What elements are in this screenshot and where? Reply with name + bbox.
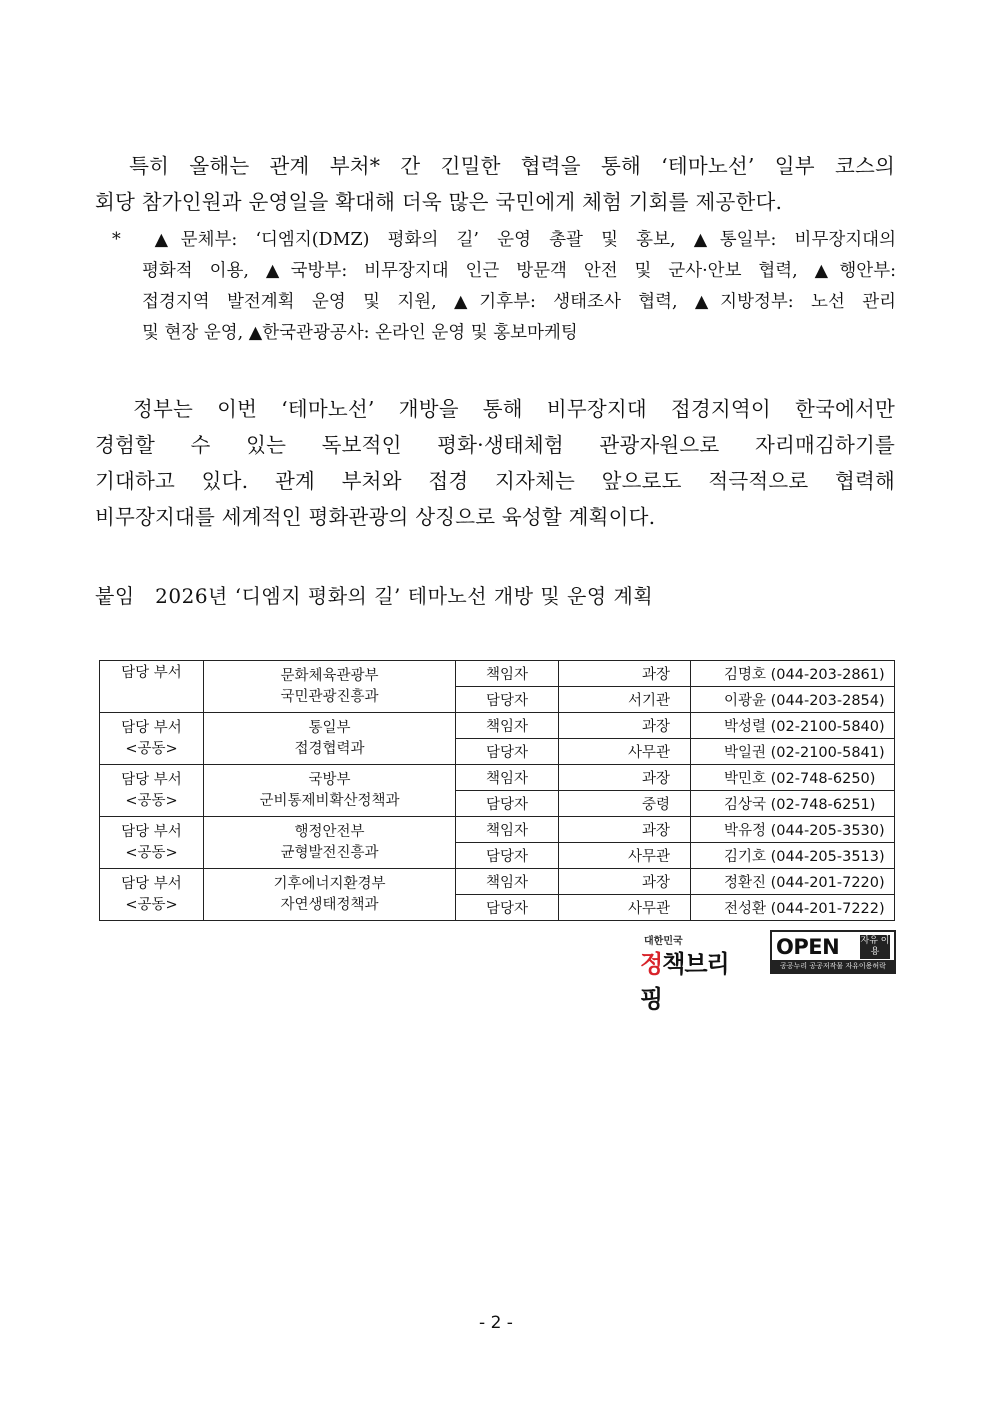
footnote-line: 및 현장 운영, ▲한국관광공사: 온라인 운영 및 홍보마케팅	[142, 323, 578, 343]
person-cell: 박일권 (02-2100-5841)	[691, 739, 895, 765]
person-cell: 전성환 (044-201-7222)	[691, 895, 895, 921]
role-cell: 책임자	[456, 869, 559, 895]
title-cell: 서기관	[559, 687, 691, 713]
title-cell: 과장	[559, 765, 691, 791]
person-cell: 박민호 (02-748-6250)	[691, 765, 895, 791]
attachment-title: 붙임 2026년 ‘디엠지 평화의 길’ 테마노선 개방 및 운영 계획	[95, 584, 654, 608]
role-cell: 담당자	[456, 895, 559, 921]
role-cell: 책임자	[456, 765, 559, 791]
role-cell: 담당자	[456, 843, 559, 869]
free-use-text: 자유 이용	[860, 936, 890, 957]
title-cell: 중령	[559, 791, 691, 817]
person-cell: 정환진 (044-201-7220)	[691, 869, 895, 895]
footnote	[112, 225, 896, 349]
title-cell: 사무관	[559, 739, 691, 765]
role-cell: 담당자	[456, 687, 559, 713]
paragraph-line: 비무장지대를 세계적인 평화관광의 상징으로 육성할 계획이다.	[95, 505, 656, 529]
paragraph-line: 경험할 수 있는 독보적인 평화·생태체험 관광자원으로 자리매김하기를	[95, 433, 895, 457]
dept-cell: 담당 부서 <공동>	[100, 713, 204, 765]
contacts-table	[99, 660, 895, 921]
org-cell: 국방부 군비통제비확산정책과	[204, 765, 456, 817]
org-cell: 문화체육관광부 국민관광진흥과	[204, 661, 456, 713]
table-row	[100, 869, 895, 895]
paragraph-2	[95, 391, 895, 535]
title-cell: 과장	[559, 817, 691, 843]
page-number: - 2 -	[479, 1313, 513, 1333]
role-cell: 책임자	[456, 661, 559, 687]
role-cell: 담당자	[456, 791, 559, 817]
dept-cell: 담당 부서	[100, 661, 204, 713]
dept-cell: 담당 부서 <공동>	[100, 817, 204, 869]
role-cell: 책임자	[456, 713, 559, 739]
briefing-small-text: 대한민국	[644, 936, 683, 947]
kogl-open-badge	[770, 930, 896, 974]
paragraph-line: 정부는 이번 ‘테마노선’ 개방을 통해 비무장지대 접경지역이 한국에서만	[95, 397, 895, 421]
person-cell: 김명호 (044-203-2861)	[691, 661, 895, 687]
person-cell: 박성렬 (02-2100-5840)	[691, 713, 895, 739]
dept-cell: 담당 부서 <공동>	[100, 869, 204, 921]
kogl-bottom-text: 공공누리 공공저작물 자유이용허락	[772, 960, 894, 972]
paragraph-line: 기대하고 있다. 관계 부처와 접경 지자체는 앞으로도 적극적으로 협력해	[95, 469, 895, 493]
table-row	[100, 661, 895, 687]
paragraph-line: 특히 올해는 관계 부처* 간 긴밀한 협력을 통해 ‘테마노선’ 일부 코스의	[95, 154, 895, 178]
paragraph-line: 회당 참가인원과 운영일을 확대해 더욱 많은 국민에게 체험 기회를 제공한다.	[95, 190, 783, 214]
dept-cell: 담당 부서 <공동>	[100, 765, 204, 817]
table-row	[100, 713, 895, 739]
org-cell: 행정안전부 균형발전진흥과	[204, 817, 456, 869]
org-cell: 기후에너지환경부 자연생태정책과	[204, 869, 456, 921]
table-row	[100, 765, 895, 791]
table-row	[100, 817, 895, 843]
person-cell: 박유정 (044-205-3530)	[691, 817, 895, 843]
footnote-marker: *	[112, 230, 121, 250]
briefing-main-text: 정책브리핑	[640, 950, 729, 1013]
open-text: OPEN	[776, 935, 840, 959]
title-cell: 사무관	[559, 843, 691, 869]
paragraph-1	[95, 148, 895, 220]
policy-briefing-logo	[640, 932, 750, 1013]
title-cell: 사무관	[559, 895, 691, 921]
footnote-line: 평화적 이용, ▲국방부: 비무장지대 인근 방문객 안전 및 군사·안보 협력, ▲행안부:	[142, 261, 896, 281]
person-cell: 이광윤 (044-203-2854)	[691, 687, 895, 713]
role-cell: 담당자	[456, 739, 559, 765]
footnote-line: * ▲문체부: ‘디엠지(DMZ) 평화의 길’ 운영 총괄 및 홍보, ▲통일부: 비무장지대의	[112, 225, 896, 256]
role-cell: 책임자	[456, 817, 559, 843]
logos	[640, 930, 900, 1013]
title-cell: 과장	[559, 661, 691, 687]
person-cell: 김상국 (02-748-6251)	[691, 791, 895, 817]
footnote-line: 접경지역 발전계획 운영 및 지원, ▲기후부: 생태조사 협력, ▲지방정부: 노선 관리	[142, 292, 896, 312]
title-cell: 과장	[559, 713, 691, 739]
title-cell: 과장	[559, 869, 691, 895]
org-cell: 통일부 접경협력과	[204, 713, 456, 765]
person-cell: 김기호 (044-205-3513)	[691, 843, 895, 869]
